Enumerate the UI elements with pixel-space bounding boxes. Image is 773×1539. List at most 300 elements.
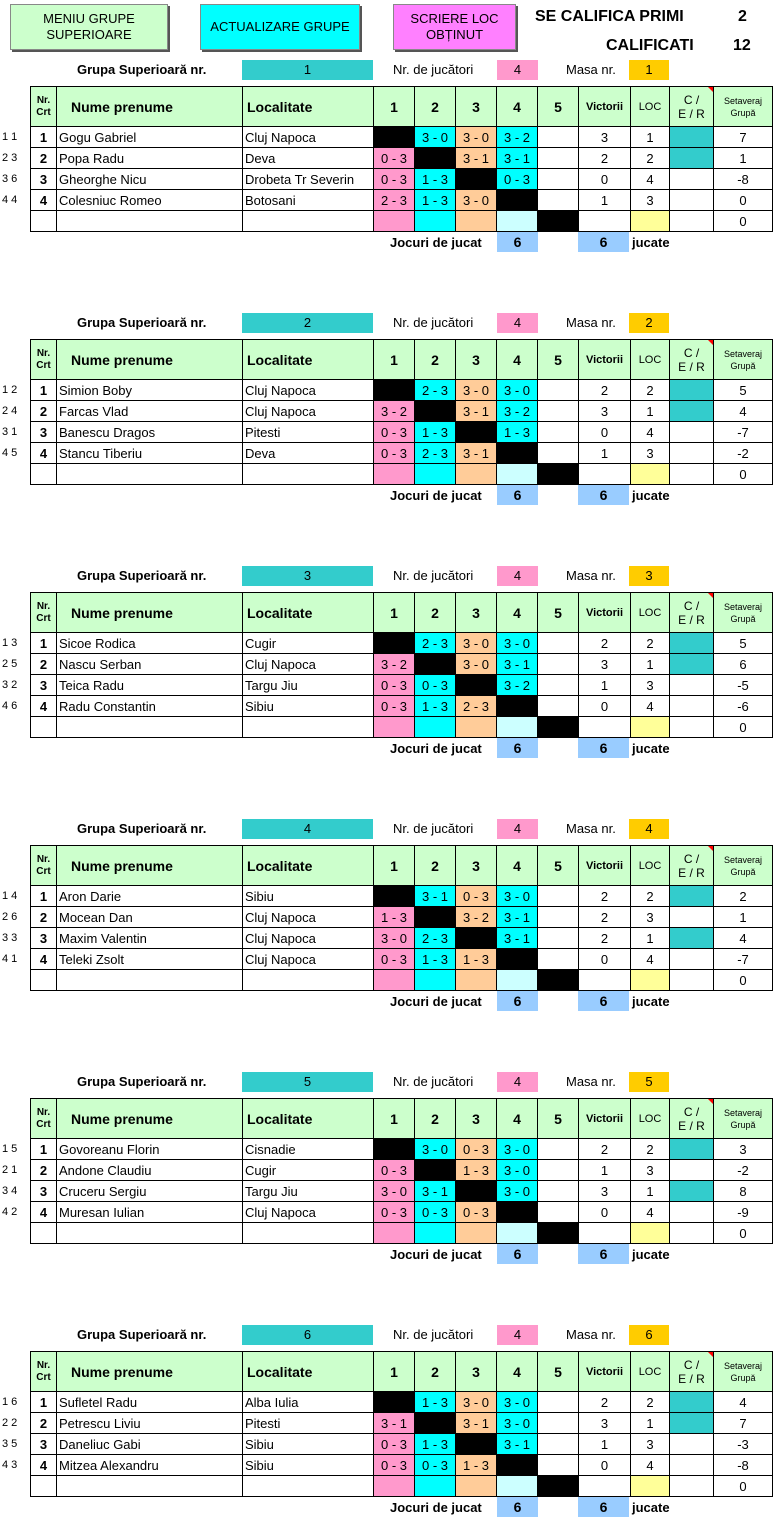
score-cell[interactable]: 0 - 3 <box>374 949 415 970</box>
score-cell[interactable] <box>456 422 497 443</box>
col-game-g2: 2 <box>415 1099 456 1139</box>
score-cell-5[interactable] <box>538 422 579 443</box>
cer-cell[interactable] <box>670 1139 714 1160</box>
cer-cell[interactable] <box>670 907 714 928</box>
group-table <box>30 1351 773 1497</box>
col-name: Nume prenume <box>57 1352 243 1392</box>
score-cell[interactable]: 3 - 0 <box>456 654 497 675</box>
col-game-g3: 3 <box>456 846 497 886</box>
score-cell-5[interactable] <box>538 886 579 907</box>
player-name[interactable]: Govoreanu Florin <box>57 1139 243 1160</box>
write-place-button[interactable] <box>393 4 516 50</box>
table-header-row <box>31 340 773 380</box>
score-cell[interactable]: 3 - 1 <box>456 1413 497 1434</box>
player-locality[interactable]: Pitesti <box>243 422 374 443</box>
player-setaverage: -7 <box>714 949 773 970</box>
score-cell[interactable]: 3 - 0 <box>374 928 415 949</box>
table-number[interactable]: 2 <box>629 313 669 333</box>
player-name[interactable]: Sufletel Radu <box>57 1392 243 1413</box>
cer-cell[interactable] <box>670 380 714 401</box>
score-cell[interactable]: 3 - 1 <box>497 928 538 949</box>
players-label: Nr. de jucători <box>393 568 474 583</box>
score-cell[interactable] <box>415 401 456 422</box>
players-count[interactable]: 4 <box>497 1325 538 1345</box>
score-cell[interactable]: 0 - 3 <box>374 148 415 169</box>
player-name[interactable]: Radu Constantin <box>57 696 243 717</box>
player-setaverage: -2 <box>714 1160 773 1181</box>
score-cell-5[interactable] <box>538 169 579 190</box>
cer-cell[interactable] <box>670 1434 714 1455</box>
score-cell[interactable]: 3 - 0 <box>374 1181 415 1202</box>
cer-cell[interactable] <box>670 422 714 443</box>
score-cell[interactable]: 3 - 1 <box>497 148 538 169</box>
player-loc: 3 <box>631 1434 670 1455</box>
cer-cell[interactable] <box>670 169 714 190</box>
player-locality[interactable]: Cugir <box>243 633 374 654</box>
player-locality[interactable]: Botosani <box>243 190 374 211</box>
player-wins: 2 <box>579 886 631 907</box>
cer-cell[interactable] <box>670 1181 714 1202</box>
player-name[interactable]: Daneliuc Gabi <box>57 1434 243 1455</box>
score-cell[interactable]: 3 - 2 <box>374 401 415 422</box>
score-cell-5[interactable] <box>538 1392 579 1413</box>
score-cell[interactable] <box>415 1160 456 1181</box>
player-nr: 4 <box>31 1202 57 1223</box>
score-cell[interactable]: 3 - 0 <box>456 190 497 211</box>
score-cell[interactable]: 0 - 3 <box>374 422 415 443</box>
player-locality[interactable]: Cluj Napoca <box>243 401 374 422</box>
score-cell[interactable]: 0 - 3 <box>374 443 415 464</box>
group-number[interactable]: 5 <box>242 1072 373 1092</box>
player-locality[interactable]: Cluj Napoca <box>243 1202 374 1223</box>
score-cell[interactable]: 1 - 3 <box>415 949 456 970</box>
col-cer: C / E / R <box>670 87 714 127</box>
update-groups-button[interactable] <box>200 4 360 50</box>
score-cell[interactable]: 3 - 0 <box>497 633 538 654</box>
score-cell-5[interactable] <box>538 1202 579 1223</box>
players-count[interactable]: 4 <box>497 60 538 80</box>
score-cell[interactable] <box>374 1139 415 1160</box>
players-count[interactable]: 4 <box>497 1072 538 1092</box>
score-cell[interactable]: 1 - 3 <box>456 1160 497 1181</box>
score-cell[interactable]: 2 - 3 <box>415 633 456 654</box>
score-cell[interactable]: 0 - 3 <box>456 1202 497 1223</box>
cer-cell[interactable] <box>670 928 714 949</box>
player-wins: 2 <box>579 380 631 401</box>
score-cell[interactable]: 3 - 2 <box>456 907 497 928</box>
group-table <box>30 845 773 991</box>
col-setaverage: Setaveraj Grupă <box>714 846 773 886</box>
score-cell[interactable] <box>415 654 456 675</box>
score-cell[interactable]: 3 - 1 <box>415 1181 456 1202</box>
player-locality[interactable]: Targu Jiu <box>243 675 374 696</box>
score-cell[interactable]: 0 - 3 <box>415 1455 456 1476</box>
player-wins: 2 <box>579 1392 631 1413</box>
col-game-g1: 1 <box>374 1099 415 1139</box>
player-row[interactable] <box>31 1181 773 1202</box>
score-cell[interactable] <box>456 675 497 696</box>
player-row[interactable] <box>31 1160 773 1181</box>
score-cell[interactable] <box>497 1455 538 1476</box>
player-row[interactable] <box>31 380 773 401</box>
score-cell[interactable]: 3 - 1 <box>497 907 538 928</box>
player-row[interactable] <box>31 654 773 675</box>
player-row[interactable] <box>31 1455 773 1476</box>
player-name[interactable]: Banescu Dragos <box>57 422 243 443</box>
player-row[interactable] <box>31 148 773 169</box>
player-row[interactable] <box>31 1139 773 1160</box>
table-number[interactable]: 5 <box>629 1072 669 1092</box>
player-row[interactable] <box>31 675 773 696</box>
player-name[interactable]: Cruceru Sergiu <box>57 1181 243 1202</box>
player-locality[interactable]: Targu Jiu <box>243 1181 374 1202</box>
score-cell[interactable] <box>497 190 538 211</box>
player-locality[interactable]: Cisnadie <box>243 1139 374 1160</box>
player-name[interactable]: Nascu Serban <box>57 654 243 675</box>
player-row[interactable] <box>31 886 773 907</box>
player-locality[interactable]: Sibiu <box>243 1455 374 1476</box>
score-cell[interactable]: 0 - 3 <box>374 169 415 190</box>
score-cell[interactable] <box>456 169 497 190</box>
score-cell-5[interactable] <box>538 1160 579 1181</box>
score-cell[interactable]: 0 - 3 <box>456 886 497 907</box>
player-row[interactable] <box>31 1434 773 1455</box>
cer-cell[interactable] <box>670 1413 714 1434</box>
player-name[interactable]: Maxim Valentin <box>57 928 243 949</box>
score-cell-5[interactable] <box>538 928 579 949</box>
score-cell[interactable]: 2 - 3 <box>415 380 456 401</box>
score-cell-5[interactable] <box>538 380 579 401</box>
score-cell-5[interactable] <box>538 127 579 148</box>
score-cell[interactable] <box>374 1392 415 1413</box>
player-name[interactable]: Muresan Iulian <box>57 1202 243 1223</box>
player-loc: 2 <box>631 380 670 401</box>
score-cell[interactable]: 1 - 3 <box>415 190 456 211</box>
score-cell-5[interactable] <box>538 1181 579 1202</box>
cer-cell[interactable] <box>670 401 714 422</box>
score-cell[interactable]: 3 - 0 <box>497 1413 538 1434</box>
player-row[interactable] <box>31 190 773 211</box>
score-cell[interactable]: 3 - 0 <box>456 127 497 148</box>
games-to-play-label: Jocuri de jucat <box>390 994 482 1009</box>
score-cell[interactable]: 1 - 3 <box>497 422 538 443</box>
score-cell[interactable]: 0 - 3 <box>456 1139 497 1160</box>
empty-row <box>31 970 773 991</box>
score-cell[interactable]: 0 - 3 <box>374 1434 415 1455</box>
col-name: Nume prenume <box>57 340 243 380</box>
player-wins: 0 <box>579 696 631 717</box>
comment-marker-icon <box>708 1099 713 1104</box>
col-loc: LOC <box>631 87 670 127</box>
col-game-g5: 5 <box>538 87 579 127</box>
score-cell[interactable] <box>374 380 415 401</box>
player-locality[interactable]: Pitesti <box>243 1413 374 1434</box>
player-name[interactable]: Stancu Tiberiu <box>57 443 243 464</box>
score-cell[interactable]: 1 - 3 <box>415 169 456 190</box>
player-locality[interactable]: Deva <box>243 443 374 464</box>
player-name[interactable]: Andone Claudiu <box>57 1160 243 1181</box>
group-label: Grupa Superioară nr. <box>77 568 207 583</box>
score-cell[interactable]: 0 - 3 <box>374 1455 415 1476</box>
player-name[interactable]: Gogu Gabriel <box>57 127 243 148</box>
score-cell-5[interactable] <box>538 675 579 696</box>
group-number[interactable]: 1 <box>242 60 373 80</box>
score-cell[interactable]: 3 - 2 <box>497 675 538 696</box>
score-cell[interactable]: 3 - 2 <box>497 401 538 422</box>
score-cell[interactable] <box>497 949 538 970</box>
player-row[interactable] <box>31 401 773 422</box>
score-cell[interactable]: 3 - 0 <box>456 1392 497 1413</box>
score-cell[interactable]: 1 - 3 <box>456 949 497 970</box>
player-locality[interactable]: Cluj Napoca <box>243 380 374 401</box>
players-count[interactable]: 4 <box>497 313 538 333</box>
score-cell[interactable] <box>415 1413 456 1434</box>
col-nr-crt: Nr. Crt <box>31 846 57 886</box>
score-cell[interactable]: 0 - 3 <box>374 696 415 717</box>
players-count[interactable]: 4 <box>497 566 538 586</box>
player-wins: 1 <box>579 190 631 211</box>
cer-cell[interactable] <box>670 949 714 970</box>
score-cell[interactable] <box>497 1202 538 1223</box>
score-cell[interactable]: 3 - 0 <box>497 1160 538 1181</box>
player-row[interactable] <box>31 696 773 717</box>
cer-cell[interactable] <box>670 1160 714 1181</box>
score-cell[interactable]: 0 - 3 <box>415 675 456 696</box>
qualify-value: 2 <box>738 8 747 25</box>
score-cell[interactable]: 2 - 3 <box>415 928 456 949</box>
score-cell[interactable]: 1 - 3 <box>415 422 456 443</box>
player-locality[interactable]: Sibiu <box>243 696 374 717</box>
players-label: Nr. de jucători <box>393 821 474 836</box>
score-cell[interactable]: 1 - 3 <box>415 1392 456 1413</box>
cer-cell[interactable] <box>670 675 714 696</box>
cer-cell[interactable] <box>670 148 714 169</box>
score-cell[interactable]: 3 - 0 <box>456 633 497 654</box>
score-cell[interactable]: 1 - 3 <box>374 907 415 928</box>
player-name[interactable]: Petrescu Liviu <box>57 1413 243 1434</box>
player-row[interactable] <box>31 443 773 464</box>
score-cell[interactable]: 3 - 0 <box>497 886 538 907</box>
player-row[interactable] <box>31 169 773 190</box>
score-cell[interactable]: 1 - 3 <box>415 696 456 717</box>
games-to-play-value: 6 <box>497 485 538 505</box>
cer-cell[interactable] <box>670 886 714 907</box>
score-cell[interactable]: 0 - 3 <box>374 1202 415 1223</box>
player-row[interactable] <box>31 928 773 949</box>
cer-cell[interactable] <box>670 696 714 717</box>
score-cell-5[interactable] <box>538 1139 579 1160</box>
table-number[interactable]: 3 <box>629 566 669 586</box>
score-cell-5[interactable] <box>538 401 579 422</box>
player-locality[interactable]: Deva <box>243 148 374 169</box>
player-nr: 2 <box>31 907 57 928</box>
player-name[interactable]: Teica Radu <box>57 675 243 696</box>
menu-groups-button[interactable] <box>10 4 168 50</box>
score-cell[interactable] <box>497 443 538 464</box>
score-cell[interactable]: 2 - 3 <box>415 443 456 464</box>
score-cell[interactable]: 3 - 2 <box>374 654 415 675</box>
cer-cell[interactable] <box>670 654 714 675</box>
score-cell[interactable] <box>497 696 538 717</box>
player-locality[interactable]: Drobeta Tr Severin <box>243 169 374 190</box>
player-locality[interactable]: Cluj Napoca <box>243 928 374 949</box>
player-setaverage: 2 <box>714 886 773 907</box>
player-nr: 4 <box>31 696 57 717</box>
score-cell-5[interactable] <box>538 633 579 654</box>
player-name[interactable]: Gheorghe Nicu <box>57 169 243 190</box>
games-to-play-label: Jocuri de jucat <box>390 235 482 250</box>
score-cell[interactable]: 3 - 1 <box>456 443 497 464</box>
extra-setaverage: 0 <box>714 1476 773 1497</box>
player-name[interactable]: Teleki Zsolt <box>57 949 243 970</box>
score-cell[interactable]: 0 - 3 <box>374 675 415 696</box>
col-game-g5: 5 <box>538 846 579 886</box>
score-cell-5[interactable] <box>538 907 579 928</box>
player-name[interactable]: Mitzea Alexandru <box>57 1455 243 1476</box>
group-number[interactable]: 3 <box>242 566 373 586</box>
player-row[interactable] <box>31 949 773 970</box>
table-number[interactable]: 6 <box>629 1325 669 1345</box>
score-cell[interactable]: 3 - 1 <box>497 654 538 675</box>
menu-groups-label: MENIU GRUPE SUPERIOARE <box>43 11 135 42</box>
col-loc: LOC <box>631 593 670 633</box>
empty-row <box>31 211 773 232</box>
score-cell-5[interactable] <box>538 148 579 169</box>
score-cell[interactable]: 3 - 0 <box>497 380 538 401</box>
group-number[interactable]: 4 <box>242 819 373 839</box>
player-name[interactable]: Colesniuc Romeo <box>57 190 243 211</box>
score-cell[interactable]: 2 - 3 <box>374 190 415 211</box>
empty-row <box>31 717 773 738</box>
cer-cell[interactable] <box>670 127 714 148</box>
player-row[interactable] <box>31 422 773 443</box>
score-cell-5[interactable] <box>538 696 579 717</box>
seed-label: 4 5 <box>2 447 18 459</box>
score-cell[interactable] <box>374 886 415 907</box>
table-number[interactable]: 1 <box>629 60 669 80</box>
cer-cell[interactable] <box>670 1202 714 1223</box>
player-name[interactable]: Sicoe Rodica <box>57 633 243 654</box>
player-locality[interactable]: Cluj Napoca <box>243 654 374 675</box>
score-cell[interactable]: 3 - 0 <box>497 1181 538 1202</box>
score-cell[interactable] <box>456 1181 497 1202</box>
player-name[interactable]: Popa Radu <box>57 148 243 169</box>
player-name[interactable]: Simion Boby <box>57 380 243 401</box>
group-number[interactable]: 6 <box>242 1325 373 1345</box>
player-row[interactable] <box>31 1413 773 1434</box>
games-to-play-value: 6 <box>497 991 538 1011</box>
qualified-label: CALIFICATI <box>606 37 694 54</box>
cer-cell[interactable] <box>670 443 714 464</box>
score-cell[interactable] <box>415 907 456 928</box>
player-locality[interactable]: Sibiu <box>243 886 374 907</box>
score-cell[interactable]: 0 - 3 <box>374 1160 415 1181</box>
player-row[interactable] <box>31 1392 773 1413</box>
score-cell[interactable]: 3 - 1 <box>374 1413 415 1434</box>
score-cell-5[interactable] <box>538 1434 579 1455</box>
score-cell-5[interactable] <box>538 1413 579 1434</box>
player-loc: 3 <box>631 907 670 928</box>
player-name[interactable]: Aron Darie <box>57 886 243 907</box>
player-locality[interactable]: Cluj Napoca <box>243 907 374 928</box>
score-cell[interactable]: 3 - 0 <box>415 127 456 148</box>
score-cell[interactable]: 3 - 1 <box>456 148 497 169</box>
col-wins: Victorii <box>579 340 631 380</box>
score-cell[interactable]: 0 - 3 <box>497 169 538 190</box>
player-wins: 0 <box>579 1202 631 1223</box>
player-loc: 4 <box>631 1202 670 1223</box>
col-game-g1: 1 <box>374 87 415 127</box>
table-header-row <box>31 1099 773 1139</box>
player-row[interactable] <box>31 1202 773 1223</box>
extra-setaverage: 0 <box>714 1223 773 1244</box>
score-cell[interactable]: 3 - 1 <box>456 401 497 422</box>
player-locality[interactable]: Sibiu <box>243 1434 374 1455</box>
player-locality[interactable]: Cluj Napoca <box>243 949 374 970</box>
score-cell[interactable]: 1 - 3 <box>415 1434 456 1455</box>
score-cell[interactable]: 3 - 1 <box>415 886 456 907</box>
player-name[interactable]: Mocean Dan <box>57 907 243 928</box>
score-cell[interactable]: 2 - 3 <box>456 696 497 717</box>
player-loc: 4 <box>631 1455 670 1476</box>
score-cell[interactable]: 3 - 0 <box>456 380 497 401</box>
table-number[interactable]: 4 <box>629 819 669 839</box>
score-cell-5[interactable] <box>538 190 579 211</box>
score-cell[interactable]: 3 - 0 <box>497 1139 538 1160</box>
played-label: jucate <box>632 235 670 250</box>
cer-cell[interactable] <box>670 1392 714 1413</box>
score-cell[interactable] <box>374 127 415 148</box>
col-game-g5: 5 <box>538 1352 579 1392</box>
cer-cell[interactable] <box>670 1455 714 1476</box>
player-row[interactable] <box>31 633 773 654</box>
score-cell[interactable] <box>456 1434 497 1455</box>
group-footer <box>0 1497 773 1519</box>
score-cell-5[interactable] <box>538 654 579 675</box>
group-number[interactable]: 2 <box>242 313 373 333</box>
cer-cell[interactable] <box>670 633 714 654</box>
score-cell[interactable] <box>415 148 456 169</box>
player-name[interactable]: Farcas Vlad <box>57 401 243 422</box>
player-locality[interactable]: Cugir <box>243 1160 374 1181</box>
score-cell[interactable]: 3 - 0 <box>415 1139 456 1160</box>
score-cell[interactable]: 3 - 0 <box>497 1392 538 1413</box>
player-locality[interactable]: Alba Iulia <box>243 1392 374 1413</box>
group-panel <box>0 566 773 756</box>
score-cell[interactable] <box>456 928 497 949</box>
comment-marker-icon <box>708 340 713 345</box>
player-nr: 1 <box>31 380 57 401</box>
player-row[interactable] <box>31 907 773 928</box>
score-cell[interactable]: 3 - 2 <box>497 127 538 148</box>
score-cell[interactable]: 0 - 3 <box>415 1202 456 1223</box>
score-cell[interactable]: 1 - 3 <box>456 1455 497 1476</box>
score-cell[interactable] <box>374 633 415 654</box>
player-row[interactable] <box>31 127 773 148</box>
score-cell-5[interactable] <box>538 949 579 970</box>
score-cell[interactable]: 3 - 1 <box>497 1434 538 1455</box>
score-cell-5[interactable] <box>538 1455 579 1476</box>
score-cell-5[interactable] <box>538 443 579 464</box>
player-setaverage: 1 <box>714 907 773 928</box>
player-locality[interactable]: Cluj Napoca <box>243 127 374 148</box>
col-game-g5: 5 <box>538 593 579 633</box>
players-count[interactable]: 4 <box>497 819 538 839</box>
group-footer <box>0 485 773 507</box>
player-loc: 1 <box>631 401 670 422</box>
games-played-value: 6 <box>578 485 629 505</box>
cer-cell[interactable] <box>670 190 714 211</box>
